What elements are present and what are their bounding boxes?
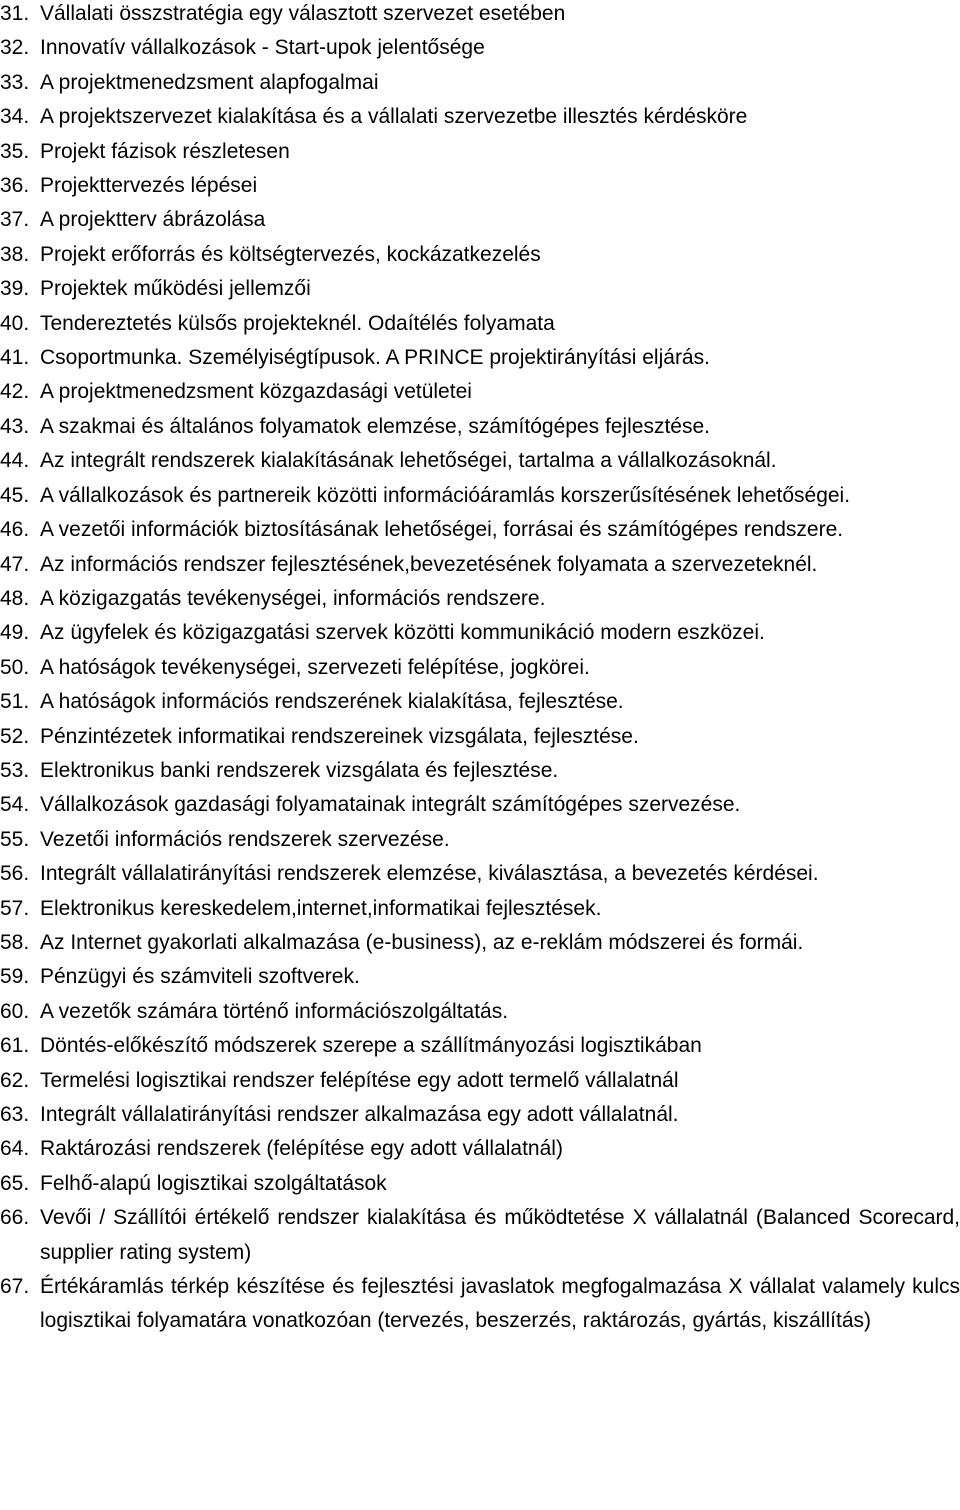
list-item [0,1029,960,1063]
item-number: 57. [0,896,30,920]
item-number: 32. [0,36,30,60]
item-number: 48. [0,586,30,610]
item-text: A projektmenedzsment alapfogalmai [40,70,379,94]
list-item [0,410,960,444]
item-text: A projektmenedzsment közgazdasági vetületei [40,380,472,404]
item-number: 52. [0,724,30,748]
list-item [0,1201,960,1270]
item-number: 62. [0,1068,30,1092]
list-item [0,616,960,650]
item-text: Értékáramlás térkép készítése és fejlesztési javaslatok megfogalmazása X vállalat valamely kulcs logisztikai folyamatára vonatkozóan (tervezés, beszerzés, raktározás, gyártás, kiszállítás) [40,1275,960,1333]
list-item [0,0,960,31]
item-text: Az Internet gyakorlati alkalmazása (e-business), az e-reklám módszerei és formái. [40,930,804,954]
list-item [0,479,960,513]
item-number: 51. [0,690,30,714]
list-item [0,582,960,616]
item-number: 42. [0,380,30,404]
item-number: 31. [0,2,30,25]
item-number: 58. [0,930,30,954]
item-text: Projekttervezés lépései [40,174,258,198]
list-item [0,1167,960,1201]
item-number: 65. [0,1171,30,1195]
item-number: 47. [0,552,30,576]
item-text: A szakmai és általános folyamatok elemzése, számítógépes fejlesztése. [40,414,710,438]
item-text: Vevői / Szállítói értékelő rendszer kialakítása és működtetése X vállalatnál (Balanced Scorecard, supplier rating system) [40,1206,960,1264]
item-text: Vállalati összstratégia egy választott szervezet esetében [40,2,566,25]
item-text: Integrált vállalatirányítási rendszerek elemzése, kiválasztása, a bevezetés kérdései. [40,862,819,886]
list-item [0,1064,960,1098]
list-item [0,135,960,169]
list-item [0,1270,960,1339]
item-number: 35. [0,139,30,163]
item-text: A vállalkozások és partnereik közötti információáramlás korszerűsítésének lehetőségei. [40,483,851,507]
item-number: 36. [0,174,30,198]
list-item [0,169,960,203]
item-number: 44. [0,449,30,473]
item-number: 66. [0,1206,30,1230]
item-text: Elektronikus banki rendszerek vizsgálata és fejlesztése. [40,758,559,782]
item-text: Pénzintézetek informatikai rendszereinek vizsgálata, fejlesztése. [40,724,639,748]
item-text: Raktározási rendszerek (felépítése egy adott vállalatnál) [40,1137,563,1161]
item-text: A hatóságok tevékenységei, szervezeti felépítése, jogkörei. [40,655,590,679]
item-text: Projekt fázisok részletesen [40,139,290,163]
item-text: Projektek működési jellemzői [40,277,311,301]
item-number: 46. [0,518,30,542]
list-item [0,926,960,960]
item-text: Termelési logisztikai rendszer felépítése egy adott termelő vállalatnál [40,1068,679,1092]
item-text: Pénzügyi és számviteli szoftverek. [40,965,360,989]
item-number: 64. [0,1137,30,1161]
item-number: 67. [0,1275,30,1299]
item-number: 59. [0,965,30,989]
item-text: A projektszervezet kialakítása és a vállalati szervezetbe illesztés kérdésköre [40,105,748,129]
item-number: 37. [0,208,30,232]
list-item [0,720,960,754]
item-text: Felhő-alapú logisztikai szolgáltatások [40,1171,387,1195]
item-number: 41. [0,346,30,370]
item-number: 34. [0,105,30,129]
item-number: 39. [0,277,30,301]
item-number: 33. [0,70,30,94]
list-item [0,960,960,994]
list-item [0,788,960,822]
list-item [0,66,960,100]
list-item [0,651,960,685]
item-number: 60. [0,999,30,1023]
list-item [0,31,960,65]
item-text: Az integrált rendszerek kialakításának lehetőségei, tartalma a vállalkozásoknál. [40,449,777,473]
item-text: Integrált vállalatirányítási rendszer alkalmazása egy adott vállalatnál. [40,1103,679,1126]
item-number: 56. [0,862,30,886]
list-item [0,995,960,1029]
list-item [0,548,960,582]
list-item [0,1098,960,1132]
list-item [0,513,960,547]
list-item [0,444,960,478]
item-text: A hatóságok információs rendszerének kialakítása, fejlesztése. [40,690,624,714]
item-number: 63. [0,1103,30,1126]
list-item [0,892,960,926]
item-number: 54. [0,793,30,817]
item-text: Projekt erőforrás és költségtervezés, kockázatkezelés [40,242,541,266]
list-item [0,1132,960,1166]
item-text: A közigazgatás tevékenységei, információs rendszere. [40,586,546,610]
item-text: Vállalkozások gazdasági folyamatainak integrált számítógépes szervezése. [40,793,741,817]
item-number: 38. [0,242,30,266]
item-text: Elektronikus kereskedelem,internet,informatikai fejlesztések. [40,896,602,920]
item-text: Az ügyfelek és közigazgatási szervek közötti kommunikáció modern eszközei. [40,621,765,645]
item-number: 50. [0,655,30,679]
item-text: Döntés-előkészítő módszerek szerepe a szállítmányozási logisztikában [40,1034,702,1058]
list-item [0,238,960,272]
item-text: Innovatív vállalkozások - Start-upok jelentősége [40,36,485,60]
item-text: A projektterv ábrázolása [40,208,266,232]
item-number: 55. [0,827,30,851]
list-item [0,823,960,857]
item-text: Csoportmunka. Személyiségtípusok. A PRINCE projektirányítási eljárás. [40,346,710,370]
list-item [0,857,960,891]
list-item [0,375,960,409]
item-number: 61. [0,1034,30,1058]
list-item [0,100,960,134]
item-number: 40. [0,311,30,335]
list-item [0,341,960,375]
item-text: Tendereztetés külsős projekteknél. Odaítélés folyamata [40,311,555,335]
item-text: Vezetői információs rendszerek szervezése. [40,827,450,851]
list-item [0,307,960,341]
list-item [0,272,960,306]
item-number: 43. [0,414,30,438]
item-text: A vezetői információk biztosításának lehetőségei, forrásai és számítógépes rendszere. [40,518,844,542]
item-number: 45. [0,483,30,507]
item-number: 53. [0,758,30,782]
item-text: Az információs rendszer fejlesztésének,bevezetésének folyamata a szervezeteknél. [40,552,818,576]
item-number: 49. [0,621,30,645]
item-text: A vezetők számára történő információszolgáltatás. [40,999,509,1023]
list-item [0,203,960,237]
list-item [0,754,960,788]
list-item [0,685,960,719]
